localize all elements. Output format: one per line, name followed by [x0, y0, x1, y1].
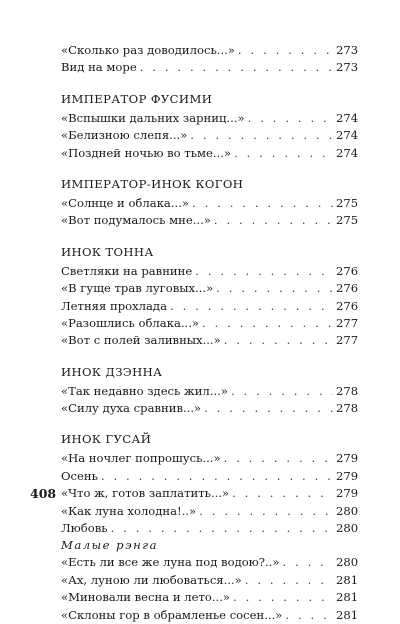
toc-entry — [61, 400, 359, 417]
entry-page: 279 — [336, 451, 359, 466]
entry-page: 277 — [336, 315, 359, 330]
dot-leader — [231, 383, 333, 400]
entry-page: 280 — [336, 521, 359, 536]
toc-entry — [61, 589, 359, 606]
entry-page: 275 — [336, 195, 359, 210]
entry-page: 276 — [336, 263, 359, 278]
entry-title: «Вот подумалось мне...» — [61, 213, 211, 228]
dot-leader — [214, 212, 333, 229]
toc-entry — [61, 503, 359, 520]
toc-entry — [61, 450, 359, 467]
toc-entry — [61, 383, 359, 400]
entry-title: «Склоны гор в обрамленье сосен...» — [61, 607, 283, 622]
entry-title: «Сколько раз доводилось...» — [61, 43, 235, 57]
dot-leader — [170, 298, 333, 315]
dot-leader — [245, 572, 333, 589]
section-heading: ИМПЕРАТОР ФУСИМИ — [61, 91, 213, 106]
entry-page: 273 — [336, 60, 359, 75]
entry-title: Любовь — [61, 521, 108, 536]
entry-title: «Вот с полей заливных...» — [61, 333, 221, 348]
dot-leader — [234, 145, 333, 162]
dot-leader — [199, 503, 333, 520]
toc-entry — [61, 332, 359, 349]
page-number: 408 — [30, 486, 57, 501]
dot-leader — [204, 400, 333, 417]
entry-page: 279 — [336, 486, 359, 501]
toc-entry — [61, 59, 359, 76]
dot-leader — [282, 554, 333, 571]
entry-title: «Белизною слепя...» — [61, 128, 188, 143]
entry-page: 273 — [336, 43, 359, 57]
toc-entry — [61, 607, 359, 624]
entry-page: 280 — [336, 555, 359, 570]
section-gusai — [61, 431, 359, 624]
entry-page: 278 — [336, 401, 359, 416]
dot-leader — [190, 127, 333, 144]
entry-title: «Что ж, готов заплатить...» — [61, 486, 230, 501]
section-kogon — [61, 176, 359, 230]
toc-entry — [61, 110, 359, 127]
section-heading: ИНОК ДЗЭННА — [61, 364, 163, 379]
dot-leader — [216, 280, 333, 297]
entry-title: «Так недавно здесь жил...» — [61, 383, 228, 398]
dot-leader — [285, 607, 333, 624]
dot-leader — [232, 485, 333, 502]
entry-page: 281 — [336, 590, 359, 605]
toc-entry — [61, 468, 359, 485]
dot-leader — [111, 520, 333, 537]
dot-leader — [224, 450, 333, 467]
entry-title: «В гуще трав луговых...» — [61, 281, 214, 296]
entry-title: Светляки на равнине — [61, 263, 193, 278]
entry-page: 280 — [336, 503, 359, 518]
entry-page: 274 — [336, 110, 359, 125]
section-heading: ИНОК ТОННА — [61, 244, 154, 259]
dot-leader — [238, 42, 333, 59]
toc-entry — [61, 485, 359, 502]
entry-title: «Есть ли все же луна под водою?..» — [61, 555, 280, 570]
entry-page: 276 — [336, 298, 359, 313]
entry-title: «Миновали весна и лето...» — [61, 590, 231, 605]
entry-title: «Поздней ночью во тьме...» — [61, 145, 232, 160]
section-heading: ИНОК ГУСАЙ — [61, 432, 152, 447]
entry-title: Осень — [61, 468, 98, 483]
toc-entry — [61, 195, 359, 212]
entry-page: 281 — [336, 607, 359, 622]
entry-title: «Силу духа сравнив...» — [61, 401, 202, 416]
entry-title: «Разошлись облака...» — [61, 315, 200, 330]
toc-entry — [61, 42, 359, 59]
entry-title: «Как луна холодна!..» — [61, 503, 197, 518]
section-heading: ИМПЕРАТОР-ИНОК КОГОН — [61, 176, 244, 191]
toc-entry — [61, 572, 359, 589]
dot-leader — [248, 110, 333, 127]
entry-page: 279 — [336, 468, 359, 483]
toc-entry — [61, 315, 359, 332]
entry-title: Вид на море — [61, 60, 137, 75]
toc-content — [61, 42, 359, 624]
entry-title: «На ночлег попрошусь...» — [61, 451, 221, 466]
dot-leader — [233, 589, 333, 606]
dot-leader — [101, 468, 333, 485]
entry-page: 274 — [336, 145, 359, 160]
toc-entry — [61, 298, 359, 315]
toc-entry — [61, 263, 359, 280]
dot-leader — [195, 263, 333, 280]
section-tonna — [61, 244, 359, 350]
entry-title: «Солнце и облака...» — [61, 195, 189, 210]
dot-leader — [192, 195, 333, 212]
toc-entry — [61, 145, 359, 162]
dot-leader — [202, 315, 333, 332]
toc-entry — [61, 212, 359, 229]
entry-page: 276 — [336, 281, 359, 296]
toc-entry — [61, 280, 359, 297]
dot-leader — [140, 59, 333, 76]
toc-entry — [61, 127, 359, 144]
entry-page: 278 — [336, 383, 359, 398]
entry-title: Летняя прохлада — [61, 298, 167, 313]
toc-entry — [61, 520, 359, 537]
entry-page: 277 — [336, 333, 359, 348]
section-dzenna — [61, 364, 359, 418]
section-subheading: Малые рэнга — [61, 538, 158, 553]
entry-title: «Вспышки дальних зарниц...» — [61, 110, 245, 125]
section-fushimi — [61, 91, 359, 162]
dot-leader — [224, 332, 333, 349]
toc-entry — [61, 554, 359, 571]
entry-page: 281 — [336, 572, 359, 587]
entry-page: 274 — [336, 128, 359, 143]
entry-title: «Ах, луною ли любоваться...» — [61, 572, 242, 587]
entry-page: 275 — [336, 213, 359, 228]
